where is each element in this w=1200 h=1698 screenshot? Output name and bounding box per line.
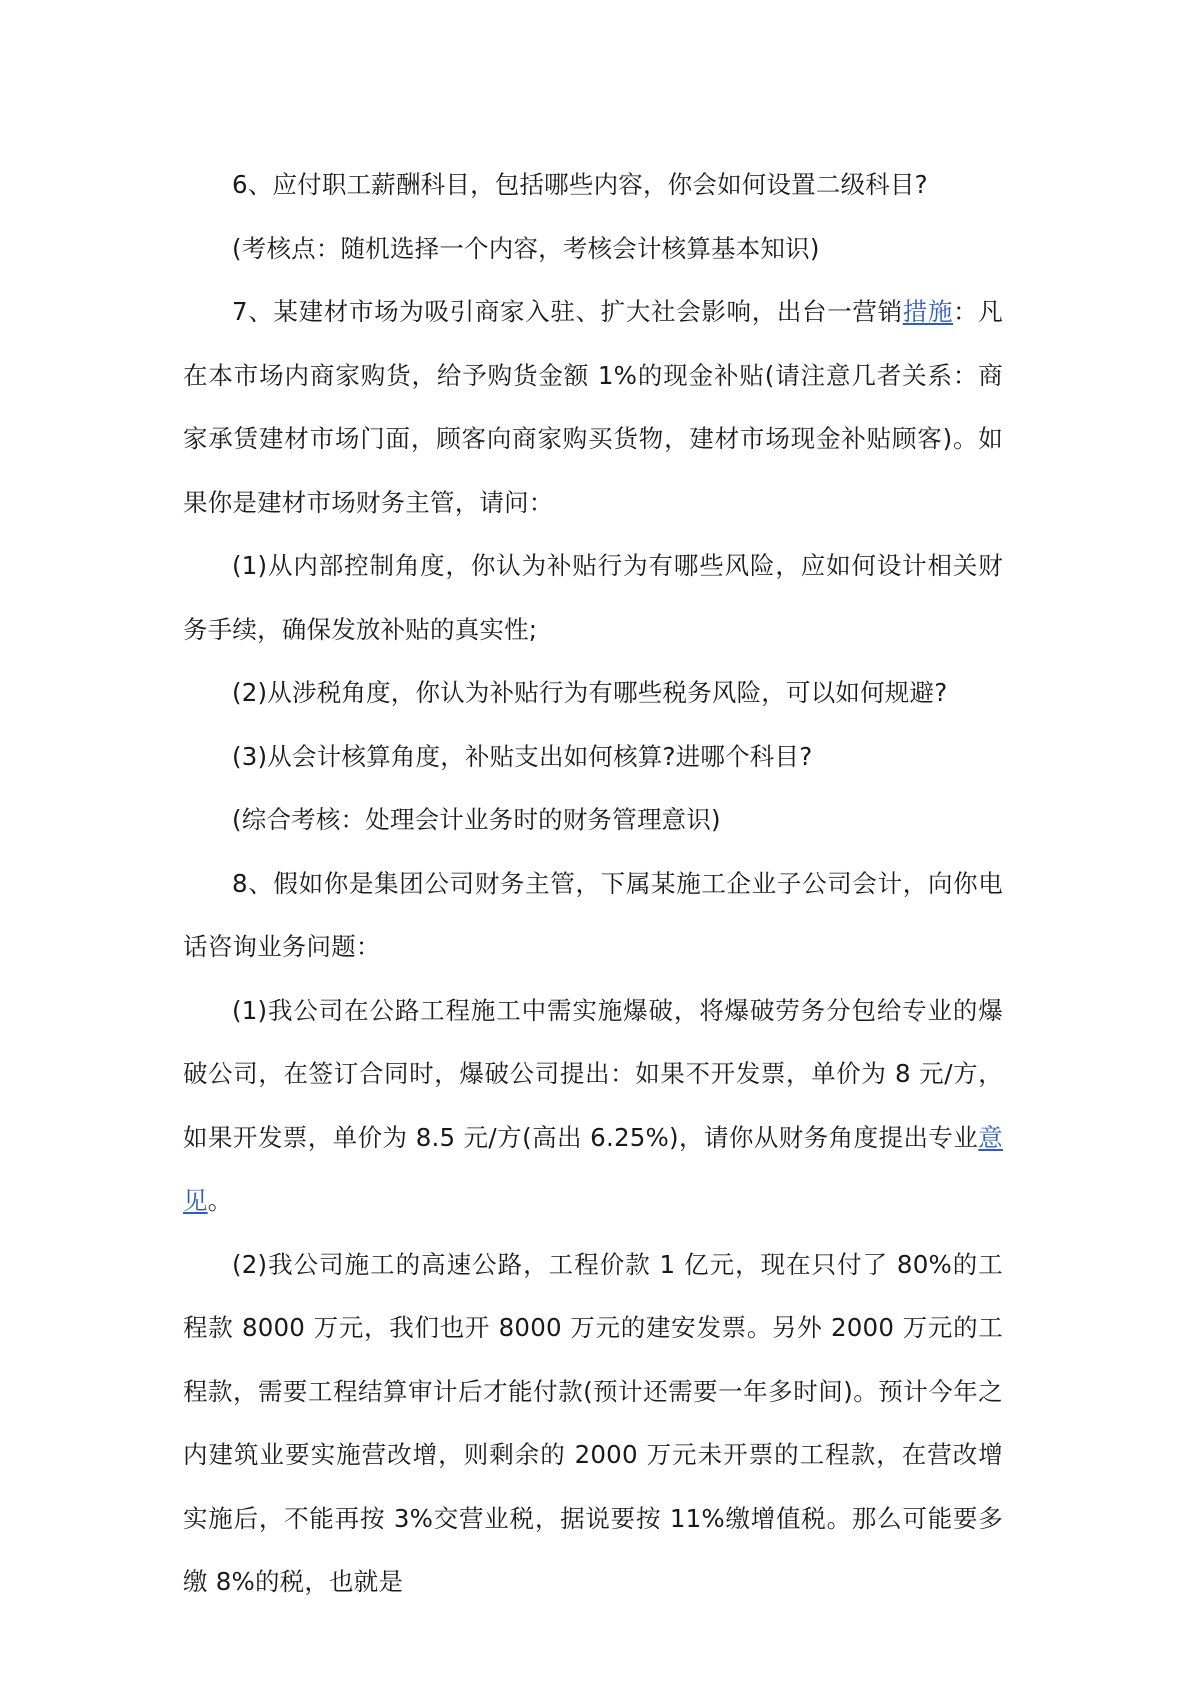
- opinion-link[interactable]: 意见: [183, 1122, 1003, 1215]
- question-7-sub-1: (1)从内部控制角度，你认为补贴行为有哪些风险，应如何设计相关财务手续，确保发放补贴的真实性;: [183, 551, 1003, 644]
- document-body: [183, 153, 1003, 1614]
- question-6: 6、应付职工薪酬科目，包括哪些内容，你会如何设置二级科目?: [232, 170, 928, 199]
- question-8: 8、假如你是集团公司财务主管，下属某施工企业子公司会计，向你电话咨询业务问题：: [183, 868, 1003, 961]
- question-6-note: (考核点：随机选择一个内容，考核会计核算基本知识): [232, 233, 820, 263]
- question-7-note: (综合考核：处理会计业务时的财务管理意识): [232, 805, 721, 834]
- question-7: [183, 280, 1003, 534]
- question-7-text-end: ：凡在本市场内商家购货，给予购货金额 1%的现金补贴(请注意几者关系：商家承赁建材市场门面，顾客向商家购买货物，建材市场现金补贴顾客)。如果你是建材市场财务主管，请问：: [183, 297, 1003, 517]
- question-7-sub-2: (2)从涉税角度，你认为补贴行为有哪些税务风险，可以如何规避?: [232, 678, 948, 707]
- question-7-sub-3: (3)从会计核算角度，补贴支出如何核算?进哪个科目?: [232, 741, 813, 771]
- question-8-sub-2: (2)我公司施工的高速公路，工程价款 1 亿元，现在只付了 80%的工程款 8000 万元，我们也开 8000 万元的建安发票。另外 2000 万元的工程款，需要工程结算审计后才能付款(预计还需要一年多时间)。预计今年之内建筑业要实施营改增，则剩余的 2000 万元未开票的工程款，在营改增实施后，不能再按 3%交营业税，据说要按 11%缴增值税。那么可能要多缴 8%的税，也就是: [183, 1249, 1003, 1596]
- question-8-sub-1: [183, 979, 1003, 1233]
- question-8-sub-1-text-start: (1)我公司在公路工程施工中需实施爆破，将爆破劳务分包给专业的爆破公司，在签订合同时，爆破公司提出：如果不开发票，单价为 8 元/方，如果开发票，单价为 8.5 元/方(高出 6.25%)，请你从财务角度提出专业: [183, 995, 1003, 1152]
- measure-link[interactable]: 措施: [902, 297, 954, 326]
- question-8-sub-1-text-end: 。: [207, 1186, 233, 1215]
- question-7-text-start: 7、某建材市场为吸引商家入驻、扩大社会影响，出台一营销: [232, 297, 903, 326]
